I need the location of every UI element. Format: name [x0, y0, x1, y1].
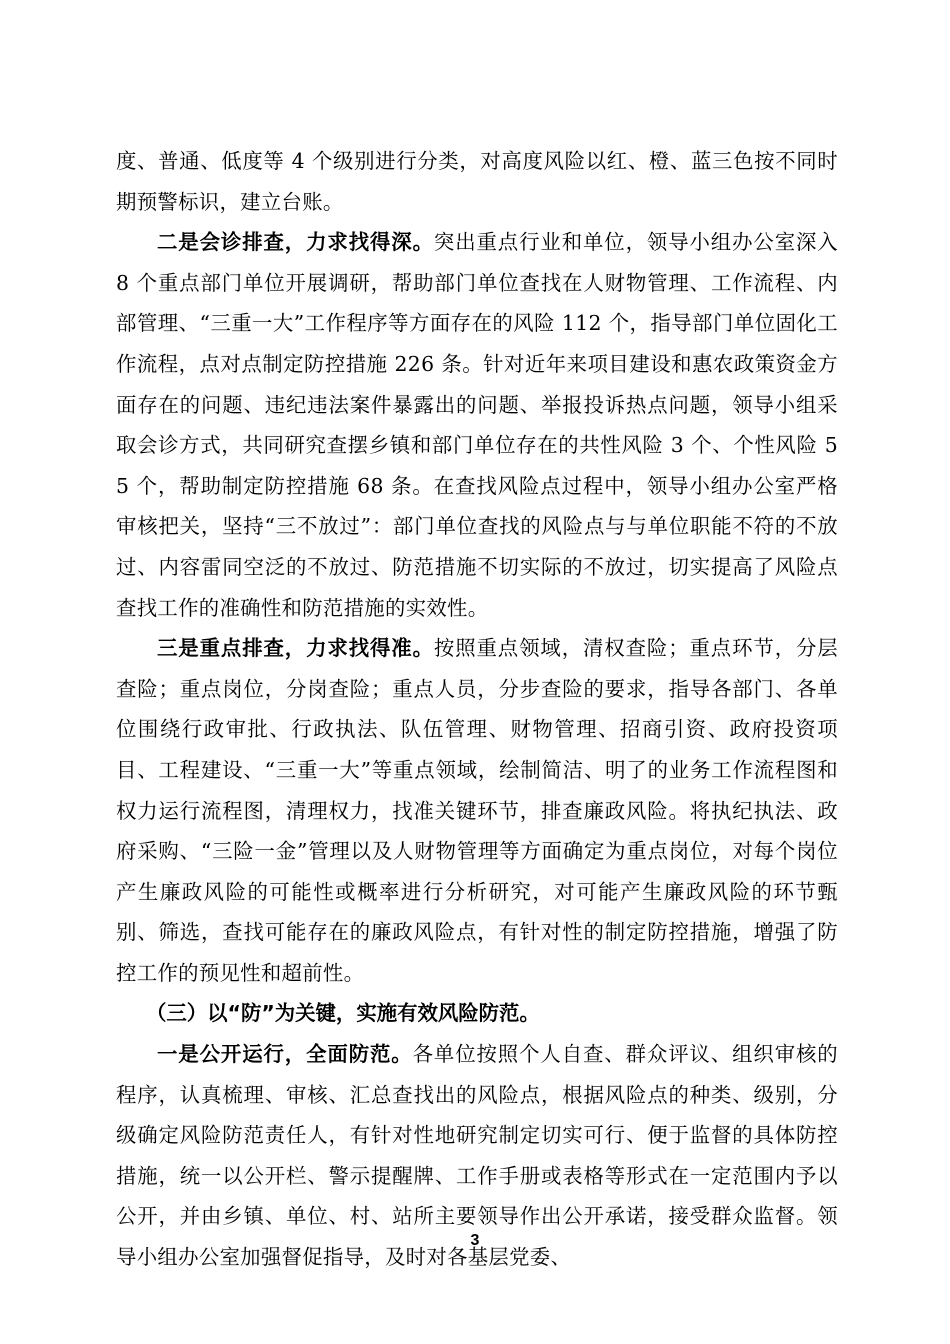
paragraph-consultation-check: [116, 222, 838, 628]
paragraph-continuation: [116, 141, 838, 222]
section-heading: （三）以“防”为关键，实施有效风险防范。: [146, 1001, 540, 1026]
page-number: 3: [470, 1232, 480, 1249]
paragraph-text: 按照重点领域，清权查险；重点环节，分层查险；重点岗位，分岗查险；重点人员，分步查险的要求，指导各部门、各单位围绕行政审批、行政执法、队伍管理、财物管理、招商引资、政府投资项目、工程建设、“三重一大”等重点领域，绘制简洁、明了的业务工作流程图和权力运行流程图，清理权力，找准关键环节，排查廉政风险。将执纪执法、政府采购、“三险一金”管理以及人财物管理等方面确定为重点岗位，对每个岗位产生廉政风险的可能性或概率进行分析研究，对可能产生廉政风险的环节甄别、筛选，查找可能存在的廉政风险点，有针对性的制定防控措施，增强了防控工作的预见性和超前性。: [116, 636, 838, 985]
paragraph-text: 各单位按照个人自查、群众评议、组织审核的程序，认真梳理、审核、汇总查找出的风险点，根据风险点的种类、级别，分级确定风险防范责任人，有针对性地研究制定切实可行、便于监督的具体防控措施，统一以公开栏、警示提醒牌、工作手册或表格等形式在一定范围内予以公开，并由乡镇、单位、村、站所主要领导作出公开承诺，接受群众监督。领导小组办公室加强督促指导，及时对各基层党委、: [116, 1042, 838, 1270]
document-body: [116, 141, 838, 1278]
paragraph-key-check: [116, 628, 838, 993]
paragraph-lead: 二是会诊排查，力求找得深。: [157, 230, 434, 255]
paragraph-text: 度、普通、低度等 4 个级别进行分类，对高度风险以红、橙、蓝三色按不同时期预警标识，建立台账。: [116, 149, 838, 214]
paragraph-text: 突出重点行业和单位，领导小组办公室深入 8 个重点部门单位开展调研，帮助部门单位查找在人财物管理、工作流程、内部管理、“三重一大”工作程序等方面存在的风险 112 个，指导部门单位固化工作流程，点对点制定防控措施 226 条。针对近年来项目建设和惠农政策资金方面存在的问题、违纪违法案件暴露出的问题、举报投诉热点问题，领导小组采取会诊方式，共同研究查摆乡镇和部门单位存在的共性风险 3 个、个性风险 55 个，帮助制定防控措施 68 条。在查找风险点过程中，领导小组办公室严格审核把关，坚持“三不放过”：部门单位查找的风险点与与单位职能不符的不放过、内容雷同空泛的不放过、防范措施不切实际的不放过，切实提高了风险点查找工作的准确性和防范措施的实效性。: [116, 230, 838, 620]
paragraph-lead: 一是公开运行，全面防范。: [157, 1042, 413, 1067]
paragraph-lead: 三是重点排查，力求找得准。: [157, 636, 434, 661]
